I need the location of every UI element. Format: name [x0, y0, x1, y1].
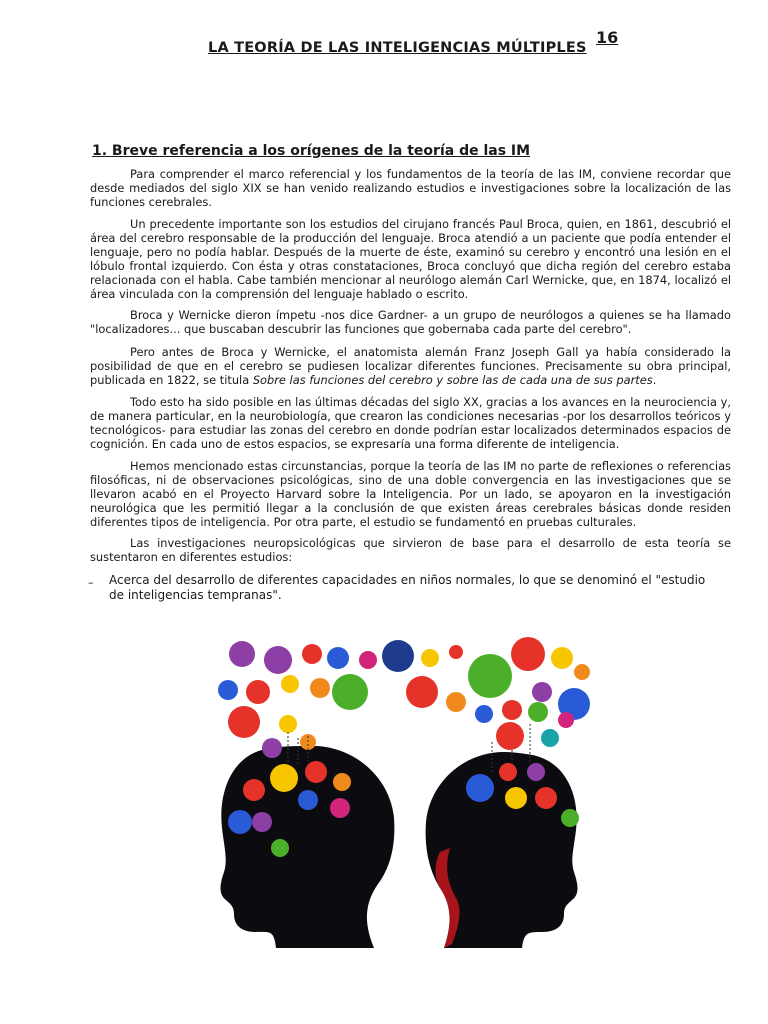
chat-icon	[229, 641, 255, 667]
airplane-icon	[496, 722, 524, 750]
bullet-mark: –	[88, 576, 94, 589]
lightbulb-icon	[310, 678, 330, 698]
paragraph-7: Las investigaciones neuropsicológicas que sirvieron de base para el desarrollo de esta teoría se sustentaron en diferentes estudios:	[90, 536, 731, 564]
globe-icon	[466, 774, 494, 802]
document-icon	[333, 773, 351, 791]
lightbulb-icon	[551, 647, 573, 669]
chat-icon	[527, 763, 545, 781]
chat-icon	[511, 637, 545, 671]
letter-a-icon	[246, 680, 270, 704]
puzzle-icon	[264, 646, 292, 674]
chat-icon	[281, 675, 299, 693]
lightbulb-icon	[561, 809, 579, 827]
globe-icon	[271, 839, 289, 857]
flask-icon	[468, 654, 512, 698]
puzzle-icon	[218, 680, 238, 700]
paragraph-5: Todo esto ha sido posible en las últimas décadas del siglo XX, gracias a los avances en la neurociencia y, de manera particular, en la neurobiología, que crearon las condiciones necesarias -por los desarrollos teóricos y tecnológicos- para estudiar las zonas del cerebro en donde podrían estar localizados determinados espacios de cognición. En cada uno de estos espacios, se expresaría una forma diferente de inteligencia.	[90, 395, 731, 451]
lightbulb-icon	[243, 779, 265, 801]
page-number: 16	[596, 28, 619, 47]
checkmark-icon	[541, 729, 559, 747]
apple-icon	[449, 645, 463, 659]
paragraph-4	[90, 346, 731, 388]
page-title: LA TEORÍA DE LAS INTELIGENCIAS MÚLTIPLES	[208, 40, 587, 56]
letter-a-icon	[327, 647, 349, 669]
right-thought-icons	[421, 637, 590, 750]
paragraph-4-text: Pero antes de Broca y Wernicke, el anatomista alemán Franz Joseph Gall ya había considerado la posibilidad de que en el cerebro se pudiesen localizar diferentes funciones. Precisamente su obra principal, publicada en 1822, se titula	[90, 345, 731, 387]
apple-icon	[359, 651, 377, 669]
airplane-icon	[535, 787, 557, 809]
lightbulb-icon	[421, 649, 439, 667]
document-icon	[558, 712, 574, 728]
flask-icon	[305, 761, 327, 783]
puzzle-icon	[270, 764, 298, 792]
lab-flask-icon	[475, 705, 493, 723]
checkmark-icon	[262, 738, 282, 758]
multiple-intelligences-illustration	[212, 632, 596, 948]
section-heading: 1. Breve referencia a los orígenes de la teoría de las IM	[92, 143, 531, 159]
bullet-text: Acerca del desarrollo de diferentes capacidades en niños normales, lo que se denominó el "estudio de inteligencias tempranas".	[109, 573, 706, 602]
chart-icon	[532, 682, 552, 702]
apple-icon	[499, 763, 517, 781]
apple-icon	[252, 812, 272, 832]
letter-a-icon	[298, 790, 318, 810]
left-thought-icons	[218, 640, 438, 758]
globe-icon	[446, 692, 466, 712]
chat-icon	[528, 702, 548, 722]
pencil-icon	[574, 664, 590, 680]
paragraph-1: Para comprender el marco referencial y los fundamentos de la teoría de las IM, conviene recordar que desde mediados del siglo XIX se han venido realizando estudios e investigaciones sobre la localización de las funciones cerebrales.	[90, 167, 731, 209]
chat-icon	[330, 798, 350, 818]
lightbulb-icon	[279, 715, 297, 733]
paragraph-2: Un precedente importante son los estudios del cirujano francés Paul Broca, quien, en 1861, descubrió el área del cerebro responsable de la producción del lenguaje. Broca atendió a un paciente que podía entender el lenguaje, pero no podía hablar. Después de la muerte de éste, examinó su cerebro y encontró una lesión en el lóbulo frontal izquierdo. Con ésta y otras constataciones, Broca concluyó que dicha región del cerebro estaba relacionada con el habla. Cabe también mencionar al neurólogo alemán Carl Wernicke, que, en 1874, localizó el área vinculada con la comprensión del lenguaje hablado o escrito.	[90, 217, 731, 301]
globe-icon	[382, 640, 414, 672]
lightbulb-icon	[505, 787, 527, 809]
lightbulb-icon	[502, 700, 522, 720]
laptop-icon	[332, 674, 368, 710]
lab-flask-icon	[302, 644, 322, 664]
paragraph-4-end: .	[652, 372, 657, 387]
airplane-icon	[228, 706, 260, 738]
paragraph-6: Hemos mencionado estas circunstancias, porque la teoría de las IM no parte de reflexiones o referencias filosóficas, ni de observaciones psicológicas, sino de una doble convergencia en las investigaciones que se llevaron acabó en el Proyecto Harvard sobre la Inteligencia. Por un lado, se apoyaron en la investigación neurológica que les permitió llegar a la conclusión de que existen áreas cerebrales básicas donde residen diferentes tipos de inteligencia. Por otra parte, el estudio se fundamentó en pruebas culturales.	[90, 459, 731, 529]
paragraph-3: Broca y Wernicke dieron ímpetu -nos dice Gardner- a un grupo de neurólogos a quienes se ha llamado "localizadores... que buscaban descubrir las funciones que gobernaba cada parte del cerebro".	[90, 308, 731, 336]
chart-icon	[406, 676, 438, 708]
search-icon	[228, 810, 252, 834]
book-title: Sobre las funciones del cerebro y sobre las de cada una de sus partes	[252, 372, 653, 387]
